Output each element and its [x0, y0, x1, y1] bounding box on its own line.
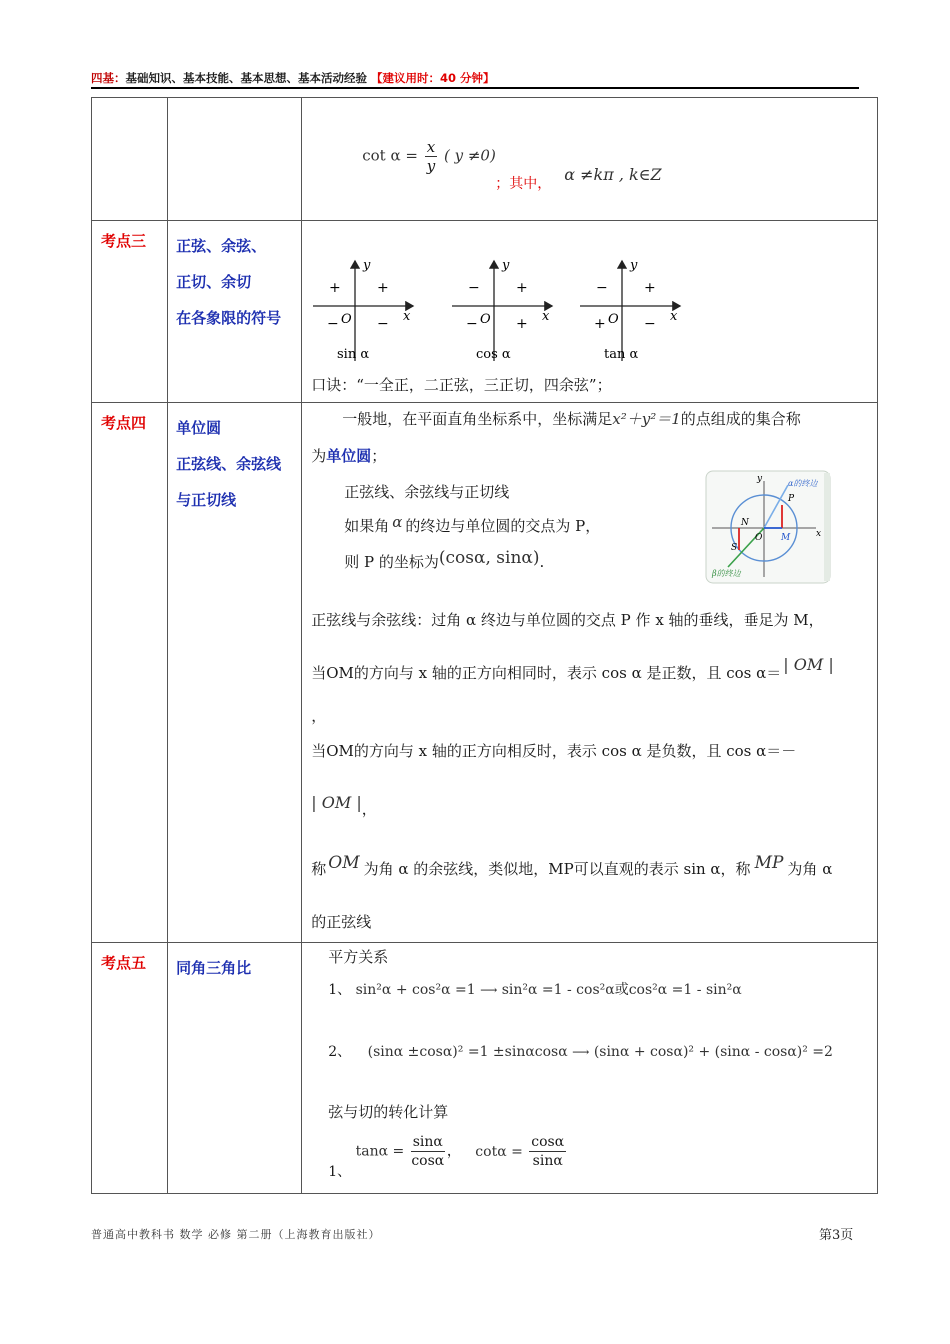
svg-text:O: O	[608, 312, 619, 327]
page-header	[91, 70, 859, 86]
om-positive-text: 当OM的方向与 x 轴的正方向相同时，表示 cos α 是正数，且 cos α＝ | OM |	[311, 655, 834, 682]
sign-q3: −	[327, 316, 339, 332]
cot-fraction: $\frac{x}{y}$	[426, 138, 436, 175]
quadrant-diagrams	[302, 221, 877, 371]
diagram-name: sin α	[337, 347, 370, 362]
svg-text:y: y	[757, 474, 763, 484]
header-time: 【建议用时：40 分钟】	[371, 71, 495, 85]
square-eq-1: 1、 sin²α + cos²α =1 ⟶ sin²α =1 - cos²α或cos²α =1 - sin²α	[328, 982, 742, 998]
svg-text:N: N	[741, 518, 750, 528]
svg-text:α的终边: α的终边	[788, 479, 818, 488]
table-row-same-angle	[92, 943, 878, 1194]
quadrant-signs-cell	[302, 221, 878, 403]
unit-circle-intro-cont: 为单位圆；	[311, 447, 387, 465]
square-relation-title: 平方关系	[328, 948, 389, 966]
sign-q2: −	[468, 280, 480, 296]
knowledge-table	[91, 97, 878, 1194]
unit-circle-figure	[704, 469, 834, 587]
topic-3: 正弦、余弦、 正切、余切 在各象限的符号	[176, 237, 282, 327]
svg-text:M: M	[781, 533, 791, 543]
svg-text:P: P	[788, 494, 795, 504]
om-positive-end: ，	[311, 707, 327, 725]
tan-fraction: $\frac{\sin\alpha}{\cos\alpha}$	[411, 1134, 445, 1169]
svg-text:x: x	[403, 309, 411, 324]
svg-text:x: x	[670, 309, 678, 324]
cot-formula: cot α = $\frac{x}{y}$ ( y ≠0)	[362, 138, 496, 175]
sign-q1: +	[516, 280, 528, 296]
svg-text:y: y	[630, 258, 638, 273]
qizhong-text: ；其中，	[495, 176, 552, 192]
if-angle-text: 如果角 α 的终边与单位圆的交点为 P，	[344, 513, 601, 535]
sign-q4: +	[516, 316, 528, 332]
svg-text:y: y	[363, 258, 371, 273]
table-row-quadrant-signs	[92, 221, 878, 403]
cot-domain: α ≠kπ , k∈Z	[564, 165, 662, 184]
footer-page-number: 第3页	[819, 1228, 854, 1243]
sine-cosine-line-def: 正弦线与余弦线：过角 α 终边与单位圆的交点 P 作 x 轴的垂线，垂足为 M，	[311, 611, 824, 629]
sign-q2: +	[329, 280, 341, 296]
svg-text:O: O	[480, 312, 491, 327]
unit-circle-cell	[302, 403, 878, 943]
svg-text:x: x	[816, 529, 822, 539]
mnemonic: 口诀：“一全正，二正弦，三正切，四余弦”；	[311, 376, 612, 394]
topic-4: 单位圆 正弦线、余弦线 与正切线	[176, 419, 282, 509]
coord-text: 则 P 的坐标为(cosα, sinα).	[344, 548, 545, 571]
diagram-name: cos α	[476, 347, 511, 362]
sign-q1: +	[377, 280, 389, 296]
sine-line-name: 的正弦线	[311, 913, 372, 931]
svg-text:x: x	[542, 309, 550, 324]
cot-fraction-2: $\frac{\cos\alpha}{\sin\alpha}$	[531, 1134, 565, 1169]
om-negative-abs: | OM |，	[311, 793, 377, 818]
om-negative-text: 当OM的方向与 x 轴的正方向相反时，表示 cos α 是负数，且 cos α＝－	[311, 742, 797, 760]
unit-circle-term: 单位圆	[326, 447, 372, 465]
sign-q3: +	[594, 316, 606, 332]
svg-text:O: O	[755, 533, 763, 543]
topic-5: 同角三角比	[176, 959, 252, 977]
header-text: 基础知识、基本技能、基本思想、基本活动经验	[125, 71, 367, 85]
diagram-name: tan α	[604, 347, 639, 362]
tan-cot-formulas: 1、 tanα = $\frac{\sin\alpha}{\cos\alpha}$ ， cotα = $\frac{\cos\alpha}{\sin\alpha}$	[328, 1134, 565, 1180]
header-rule	[91, 87, 859, 89]
footer-book-title: 普通高中教科书 数学 必修 第二册（上海教育出版社）	[91, 1228, 381, 1241]
tan-quadrant-diagram	[580, 258, 680, 362]
point-label-4: 考点四	[101, 414, 147, 432]
sign-q2: −	[596, 280, 608, 296]
sign-q4: −	[377, 316, 389, 332]
svg-text:O: O	[341, 312, 352, 327]
sign-q3: −	[466, 316, 478, 332]
point-label-5: 考点五	[101, 954, 147, 972]
svg-text:S: S	[731, 543, 738, 553]
table-row-unit-circle	[92, 403, 878, 943]
sign-q4: −	[644, 316, 656, 332]
sign-q1: +	[644, 280, 656, 296]
point-label-3: 考点三	[101, 232, 147, 250]
cosine-line-name: 称 OM 为角 α 的余弦线，类似地，MP可以直观的表示 sin α，称 MP 为角 α	[311, 853, 833, 878]
cos-quadrant-diagram	[452, 258, 552, 362]
svg-text:y: y	[502, 258, 510, 273]
header-tag: 四基：	[91, 71, 126, 85]
cot-definition-cell	[302, 98, 878, 221]
square-eq-2: 2、 (sinα ±cosα)² =1 ±sinαcosα ⟶ (sinα + cosα)² + (sinα - cosα)² =2	[328, 1044, 833, 1060]
table-row-cot	[92, 98, 878, 221]
unit-circle-intro: 一般地，在平面直角坐标系中，坐标满足x²＋y²＝1的点组成的集合称	[342, 410, 801, 428]
svg-text:β的终边: β的终边	[712, 569, 741, 578]
lines-title: 正弦线、余弦线与正切线	[344, 483, 510, 501]
same-angle-cell	[302, 943, 878, 1194]
conversion-title: 弦与切的转化计算	[328, 1103, 449, 1121]
sin-quadrant-diagram	[313, 258, 413, 362]
